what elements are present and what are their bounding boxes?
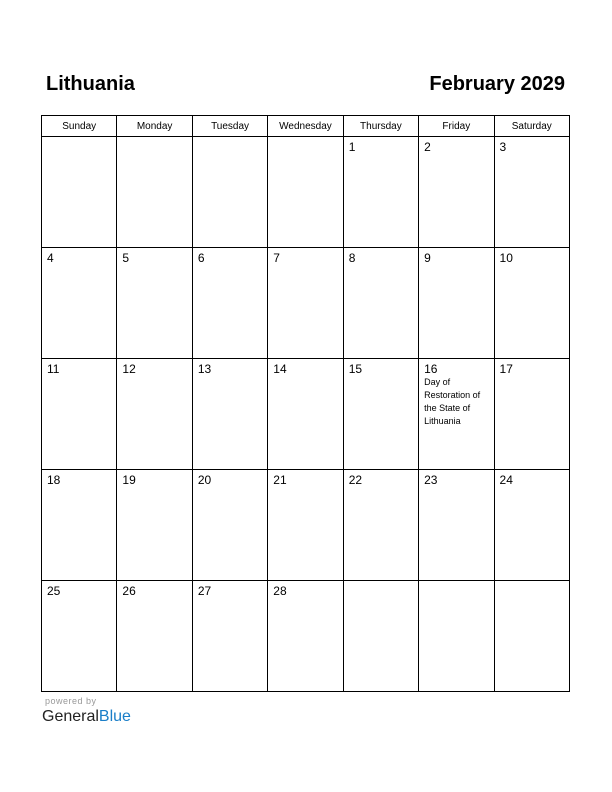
day-number	[193, 137, 267, 140]
day-cell	[192, 359, 267, 470]
weekday-header: Saturday	[494, 116, 569, 137]
day-number	[117, 137, 191, 140]
day-cell	[343, 248, 418, 359]
day-number: 18	[47, 473, 61, 487]
day-number: 4	[47, 251, 54, 265]
day-number: 3	[499, 140, 507, 154]
week-row	[42, 359, 570, 470]
brand-blue: Blue	[98, 708, 131, 725]
brand-logo[interactable]	[42, 707, 131, 727]
day-cell	[192, 248, 267, 359]
powered-by-label: powered by	[45, 696, 97, 706]
day-cell	[117, 248, 192, 359]
day-cell	[494, 470, 569, 581]
day-cell	[494, 359, 569, 470]
day-number: 22	[348, 473, 363, 487]
day-cell	[192, 137, 267, 248]
day-cell	[192, 581, 267, 692]
weekday-header: Sunday	[42, 116, 117, 137]
day-cell	[419, 581, 494, 692]
day-number: 28	[273, 584, 287, 598]
week-row	[42, 137, 570, 248]
day-number: 2	[424, 140, 431, 154]
weekday-header-row	[42, 116, 570, 137]
weekday-header: Thursday	[343, 116, 418, 137]
day-number: 7	[273, 251, 280, 265]
day-number: 24	[499, 473, 513, 487]
day-number	[42, 137, 116, 140]
day-cell	[419, 137, 494, 248]
week-row	[42, 248, 570, 359]
day-cell	[42, 470, 117, 581]
day-number: 13	[197, 362, 212, 376]
day-number: 25	[47, 584, 61, 598]
weekday-header: Tuesday	[192, 116, 267, 137]
day-cell	[343, 359, 418, 470]
day-number: 10	[499, 251, 513, 265]
day-number: 1	[348, 140, 356, 154]
day-number: 16	[424, 362, 438, 376]
month-title: February 2029	[429, 73, 565, 95]
day-number: 26	[122, 584, 136, 598]
day-number: 12	[122, 362, 136, 376]
day-cell	[117, 359, 192, 470]
day-cell	[268, 137, 343, 248]
day-cell	[42, 581, 117, 692]
day-cell	[42, 137, 117, 248]
day-cell-holiday	[419, 359, 494, 470]
day-number	[268, 137, 342, 140]
day-number: 6	[197, 251, 205, 265]
day-number: 23	[424, 473, 438, 487]
weekday-header: Monday	[117, 116, 192, 137]
day-number	[495, 581, 569, 584]
day-cell	[494, 248, 569, 359]
day-cell	[419, 248, 494, 359]
country-title: Lithuania	[46, 73, 135, 95]
day-number: 9	[424, 251, 431, 265]
holiday-label: Day of Restoration of the State of Lithuania	[424, 377, 481, 426]
day-number	[419, 581, 493, 584]
day-cell	[343, 581, 418, 692]
day-cell	[419, 470, 494, 581]
day-cell	[343, 470, 418, 581]
day-number: 17	[499, 362, 513, 376]
weekday-header: Friday	[419, 116, 494, 137]
day-cell	[268, 248, 343, 359]
brand-general: General	[42, 708, 99, 725]
day-cell	[268, 470, 343, 581]
day-number	[344, 581, 418, 584]
day-cell	[117, 581, 192, 692]
day-cell	[494, 581, 569, 692]
day-cell	[42, 248, 117, 359]
day-cell	[192, 470, 267, 581]
week-row	[42, 470, 570, 581]
day-number: 14	[273, 362, 287, 376]
day-number: 15	[348, 362, 363, 376]
day-number: 19	[122, 473, 136, 487]
day-cell	[494, 137, 569, 248]
day-cell	[268, 581, 343, 692]
day-number: 11	[47, 362, 60, 376]
day-cell	[117, 137, 192, 248]
day-number: 21	[273, 473, 287, 487]
day-cell	[268, 359, 343, 470]
day-cell	[343, 137, 418, 248]
day-cell	[42, 359, 117, 470]
week-row	[42, 581, 570, 692]
day-number: 20	[197, 473, 212, 487]
weekday-header: Wednesday	[268, 116, 343, 137]
day-number: 8	[348, 251, 356, 265]
day-number: 5	[122, 251, 130, 265]
calendar-grid	[41, 115, 570, 688]
day-number: 27	[197, 584, 212, 598]
day-cell	[117, 470, 192, 581]
